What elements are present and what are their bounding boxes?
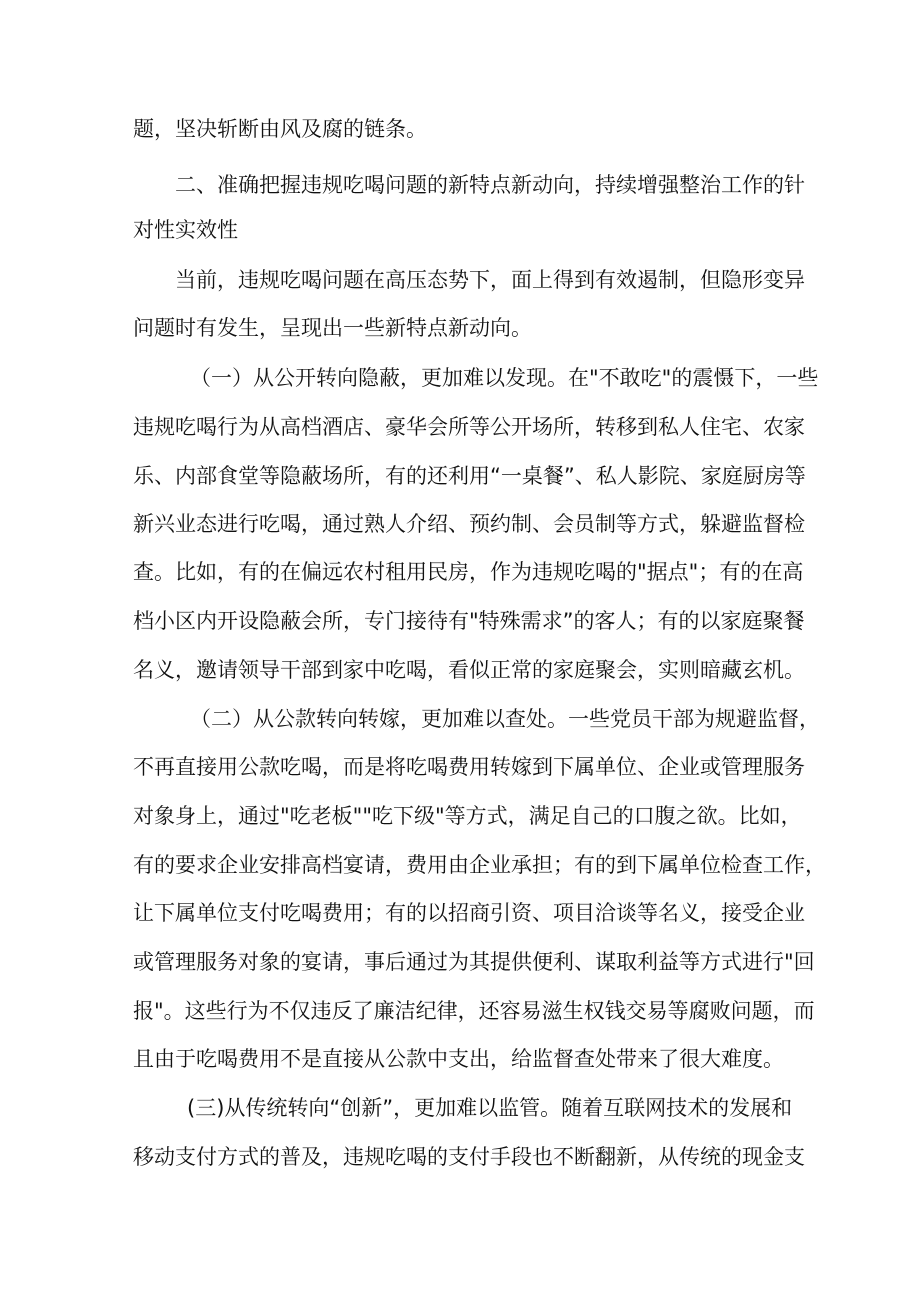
text-line: (三)从传统转向“创新”，更加难以监管。随着互联网技术的发展和 [187,1096,793,1120]
text-line: 档小区内开设隐蔽会所，专门接待有"特殊需求”的客人；有的以家庭聚餐 [133,609,805,633]
text-line: （一）从公开转向隐蔽，更加难以发现。在"不敢吃"的震慑下，一些 [190,366,819,390]
text-line: 报"。这些行为不仅违反了廉洁纪律，还容易滋生权钱交易等腐败问题，而 [133,999,815,1023]
text-line: 查。比如，有的在偏远农村租用民房，作为违规吃喝的"据点"；有的在高 [133,560,804,584]
text-line: 当前，违规吃喝问题在高压态势下，面上得到有效遏制，但隐形变异 [175,268,805,292]
text-line: 乐、内部食堂等隐蔽场所，有的还利用“一桌餐”、私人影院、家庭厨房等 [133,464,806,488]
text-line: 违规吃喝行为从高档酒店、豪华会所等公开场所，转移到私人住宅、农家 [133,415,805,439]
text-line: （二）从公款转向转嫁，更加难以查处。一些党员干部为规避监督， [190,707,820,731]
text-line: 或管理服务对象的宴请，事后通过为其提供便利、谋取利益等方式进行"回 [133,950,815,974]
text-line: 新兴业态进行吃喝，通过熟人介绍、预约制、会员制等方式，躲避监督检 [133,512,805,536]
section-heading: 二、准确把握违规吃喝问题的新特点新动向，持续增强整治工作的针 [175,173,805,197]
text-line: 问题时有发生，呈现出一些新特点新动向。 [133,316,532,340]
text-line: 且由于吃喝费用不是直接从公款中支出，给监督查处带来了很大难度。 [133,1047,784,1071]
text-line: 题，坚决斩断由风及腐的链条。 [133,117,427,141]
section-heading-cont: 对性实效性 [133,218,238,242]
text-line: 不再直接用公款吃喝，而是将吃喝费用转嫁到下属单位、企业或管理服务 [133,755,805,779]
text-line: 名义，邀请领导干部到家中吃喝，看似正常的家庭聚会，实则暗藏玄机。 [133,658,805,682]
text-line: 移动支付方式的普及，违规吃喝的支付手段也不断翻新，从传统的现金支 [133,1145,805,1169]
text-line: 有的要求企业安排高档宴请，费用由企业承担；有的到下属单位检查工作， [133,853,826,877]
text-line: 让下属单位支付吃喝费用；有的以招商引资、项目洽谈等名义，接受企业 [133,901,805,925]
text-line: 对象身上，通过"吃老板""吃下级"等方式，满足自己的口腹之欲。比如， [133,804,802,828]
